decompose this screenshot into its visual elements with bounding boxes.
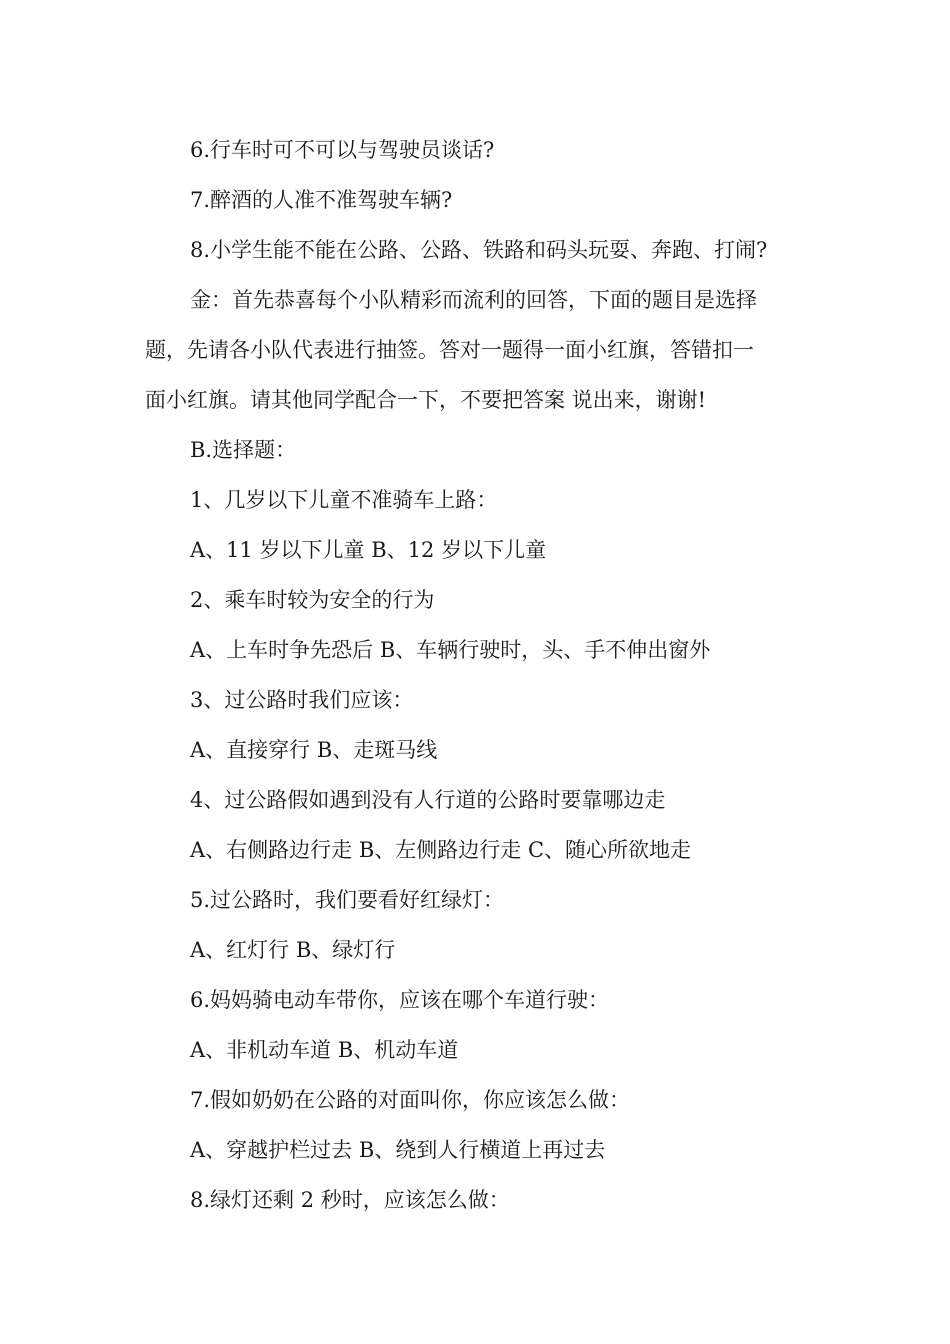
paragraph-line: 面小红旗。请其他同学配合一下，不要把答案 说出来，谢谢! bbox=[145, 388, 707, 412]
question-line: 6.妈妈骑电动车带你，应该在哪个车道行驶： bbox=[190, 988, 610, 1012]
question-line: 8.绿灯还剩 2 秒时，应该怎么做： bbox=[190, 1188, 510, 1212]
section-heading: B.选择题： bbox=[190, 438, 297, 462]
options-line: A、上车时争先恐后 B、车辆行驶时，头、手不伸出窗外 bbox=[190, 638, 711, 662]
options-line: A、非机动车道 B、机动车道 bbox=[190, 1038, 459, 1062]
question-line: 5.过公路时，我们要看好红绿灯： bbox=[190, 888, 505, 912]
paragraph-line: 题，先请各小队代表进行抽签。答对一题得一面小红旗，答错扣一 bbox=[145, 338, 754, 362]
question-line: 2、乘车时较为安全的行为 bbox=[190, 588, 435, 612]
question-line: 7.醉酒的人准不准驾驶车辆? bbox=[190, 188, 453, 212]
question-line: 4、过公路假如遇到没有人行道的公路时要靠哪边走 bbox=[190, 788, 666, 812]
options-line: A、红灯行 B、绿灯行 bbox=[190, 938, 396, 962]
question-line: 1、几岁以下儿童不准骑车上路： bbox=[190, 488, 498, 512]
question-line: 3、过公路时我们应该： bbox=[190, 688, 414, 712]
options-line: A、穿越护栏过去 B、绕到人行横道上再过去 bbox=[190, 1138, 606, 1162]
question-line: 6.行车时可不可以与驾驶员谈话? bbox=[190, 138, 495, 162]
options-line: A、右侧路边行走 B、左侧路边行走 C、随心所欲地走 bbox=[190, 838, 692, 862]
options-line: A、11 岁以下儿童 B、12 岁以下儿童 bbox=[190, 538, 547, 562]
options-line: A、直接穿行 B、走斑马线 bbox=[190, 738, 438, 762]
question-line: 8.小学生能不能在公路、公路、铁路和码头玩耍、奔跑、打闹? bbox=[190, 238, 768, 262]
paragraph-line: 金：首先恭喜每个小队精彩而流利的回答，下面的题目是选择 bbox=[190, 288, 757, 312]
question-line: 7.假如奶奶在公路的对面叫你，你应该怎么做： bbox=[190, 1088, 631, 1112]
